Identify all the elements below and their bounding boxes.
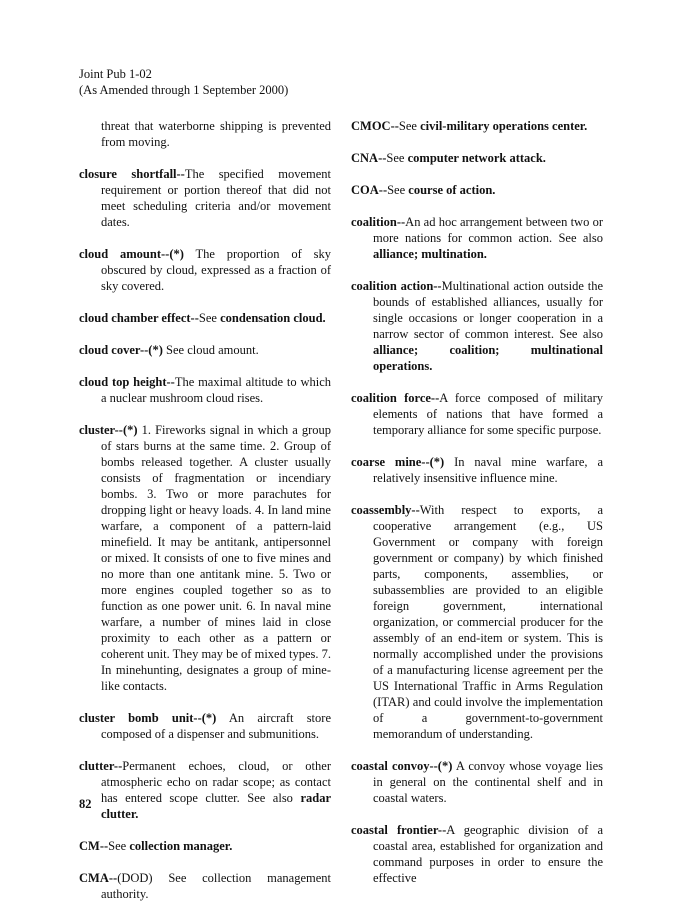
entry-term: coalition action--: [351, 279, 442, 293]
left-column: [79, 118, 331, 918]
entry-reference: alliance; multination.: [373, 247, 487, 261]
entry-text: See: [198, 311, 221, 325]
entry-text: The proportion of sky obscured by cloud, expressed as a fraction of sky covered.: [101, 247, 331, 293]
entry-term: cloud cover--(*): [79, 343, 163, 357]
entry-reference: collection manager.: [129, 839, 233, 853]
entry-term: closure shortfall--: [79, 167, 185, 181]
glossary-entry: [351, 502, 603, 742]
entry-text: See: [398, 119, 421, 133]
entry-text: The maximal altitude to which a nuclear mushroom cloud rises.: [101, 375, 331, 405]
entry-term: coarse mine--(*): [351, 455, 445, 469]
entry-term: coastal convoy--(*): [351, 759, 453, 773]
entry-text: With respect to exports, a cooperative arrangement (e.g., US Government or company with foreign government or company) by which finished parts, components, assemblies, or subassemblies are provided to an eligible foreign government, international organization, or commercial producer for the assembly of an end-item or system. This is normally accomplished under the provisions of a manufacturing license agreement per the US International Traffic in Arms Regulation (ITAR) and could involve the implementation of a government-to-government memorandum of understanding.: [373, 503, 603, 741]
glossary-entry: [351, 390, 603, 438]
entry-term: CMA--: [79, 871, 118, 885]
glossary-entry: [79, 710, 331, 742]
entry-text: Multinational action outside the bounds of established alliances, usually for single occasions or longer cooperation in a narrow sector of common interest. See also: [373, 279, 603, 341]
entry-text: A geographic division of a coastal area, established for organization and command purposes in order to ensure the effective: [373, 823, 603, 885]
entry-reference: radar clutter.: [101, 791, 331, 821]
entry-term: coalition--: [351, 215, 406, 229]
glossary-entry: [79, 342, 331, 358]
glossary-entry: [351, 278, 603, 374]
entry-text: A force composed of military elements of nations that have formed a temporary alliance for some specific purpose.: [373, 391, 603, 437]
glossary-entry: [79, 166, 331, 230]
entry-term: CMOC--: [351, 119, 399, 133]
glossary-entry: [79, 422, 331, 694]
entry-reference: condensation cloud.: [220, 311, 326, 325]
entry-text: (DOD) See collection management authority.: [101, 871, 331, 901]
entry-term: CM--: [79, 839, 109, 853]
glossary-entry: [79, 246, 331, 294]
entry-term: clutter--: [79, 759, 123, 773]
entry-term: coalition force--: [351, 391, 440, 405]
page-number: 82: [79, 797, 92, 811]
entry-term: cloud chamber effect--: [79, 311, 199, 325]
glossary-entry: [79, 310, 331, 326]
entry-text: See: [387, 183, 409, 197]
entry-text: See: [386, 151, 408, 165]
entry-text: In naval mine warfare, a relatively insensitive influence mine.: [373, 455, 604, 485]
entry-term: cloud amount--(*): [79, 247, 184, 261]
entry-text: See cloud amount.: [162, 343, 259, 357]
entry-text: The specified movement requirement or portion thereof that did not meet scheduling criteria and/or movement dates.: [101, 167, 331, 229]
glossary-entry: [351, 758, 603, 806]
glossary-entry: [351, 118, 603, 134]
glossary-entry: [79, 870, 331, 902]
entry-term: CNA--: [351, 151, 387, 165]
entry-term: cluster--(*): [79, 423, 138, 437]
entry-reference: alliance; coalition; multinational operations.: [373, 343, 603, 373]
publication-title: Joint Pub 1-02: [79, 67, 152, 81]
document-header: [79, 66, 288, 98]
entry-text: A convoy whose voyage lies in general on the continental shelf and in coastal waters.: [373, 759, 603, 805]
glossary-entry: [351, 454, 603, 486]
glossary-entry: [79, 758, 331, 822]
entry-term: COA--: [351, 183, 388, 197]
glossary-entry: [351, 150, 603, 166]
glossary-entry: [79, 374, 331, 406]
entry-reference: civil-military operations center.: [420, 119, 588, 133]
entry-text: An ad hoc arrangement between two or more nations for common action. See also: [373, 215, 603, 245]
entry-text: Permanent echoes, cloud, or other atmospheric echo on radar scope; as contact has entered scope clutter. See also: [101, 759, 331, 805]
entry-term: coastal frontier--: [351, 823, 447, 837]
glossary-entry: [79, 838, 331, 854]
entry-reference: computer network attack.: [407, 151, 546, 165]
entry-term: cloud top height--: [79, 375, 175, 389]
entry-term: cluster bomb unit--(*): [79, 711, 217, 725]
entry-reference: course of action.: [408, 183, 496, 197]
right-column: [351, 118, 603, 902]
entry-text: An aircraft store composed of a dispenser and submunitions.: [101, 711, 331, 741]
entry-term: coassembly--: [351, 503, 420, 517]
amendment-note: (As Amended through 1 September 2000): [79, 83, 289, 97]
entry-text: See: [108, 839, 130, 853]
entry-text: 1. Fireworks signal in which a group of stars burns at the same time. 2. Group of bombs released together. A cluster usually consists of fragmentation or incendiary bombs. 3. Two or more parachutes for dropping light or heavy loads. 4. In land mine warfare, a component of a pattern-laid minefield. It may be antitank, antipersonnel or mixed. It consists of one to five mines and no more than one antitank mine. 5. Two or more engines coupled together so as to function as one power unit. 6. In naval mine warfare, a number of mines laid in close proximity to each other as a pattern or coherent unit. They may be of mixed types. 7. In minehunting, designates a group of mine-like contacts.: [101, 423, 331, 693]
glossary-entry: [351, 822, 603, 886]
glossary-entry: [351, 182, 603, 198]
continued-definition: threat that waterborne shipping is prevented from moving.: [101, 119, 331, 149]
glossary-entry: [351, 214, 603, 262]
